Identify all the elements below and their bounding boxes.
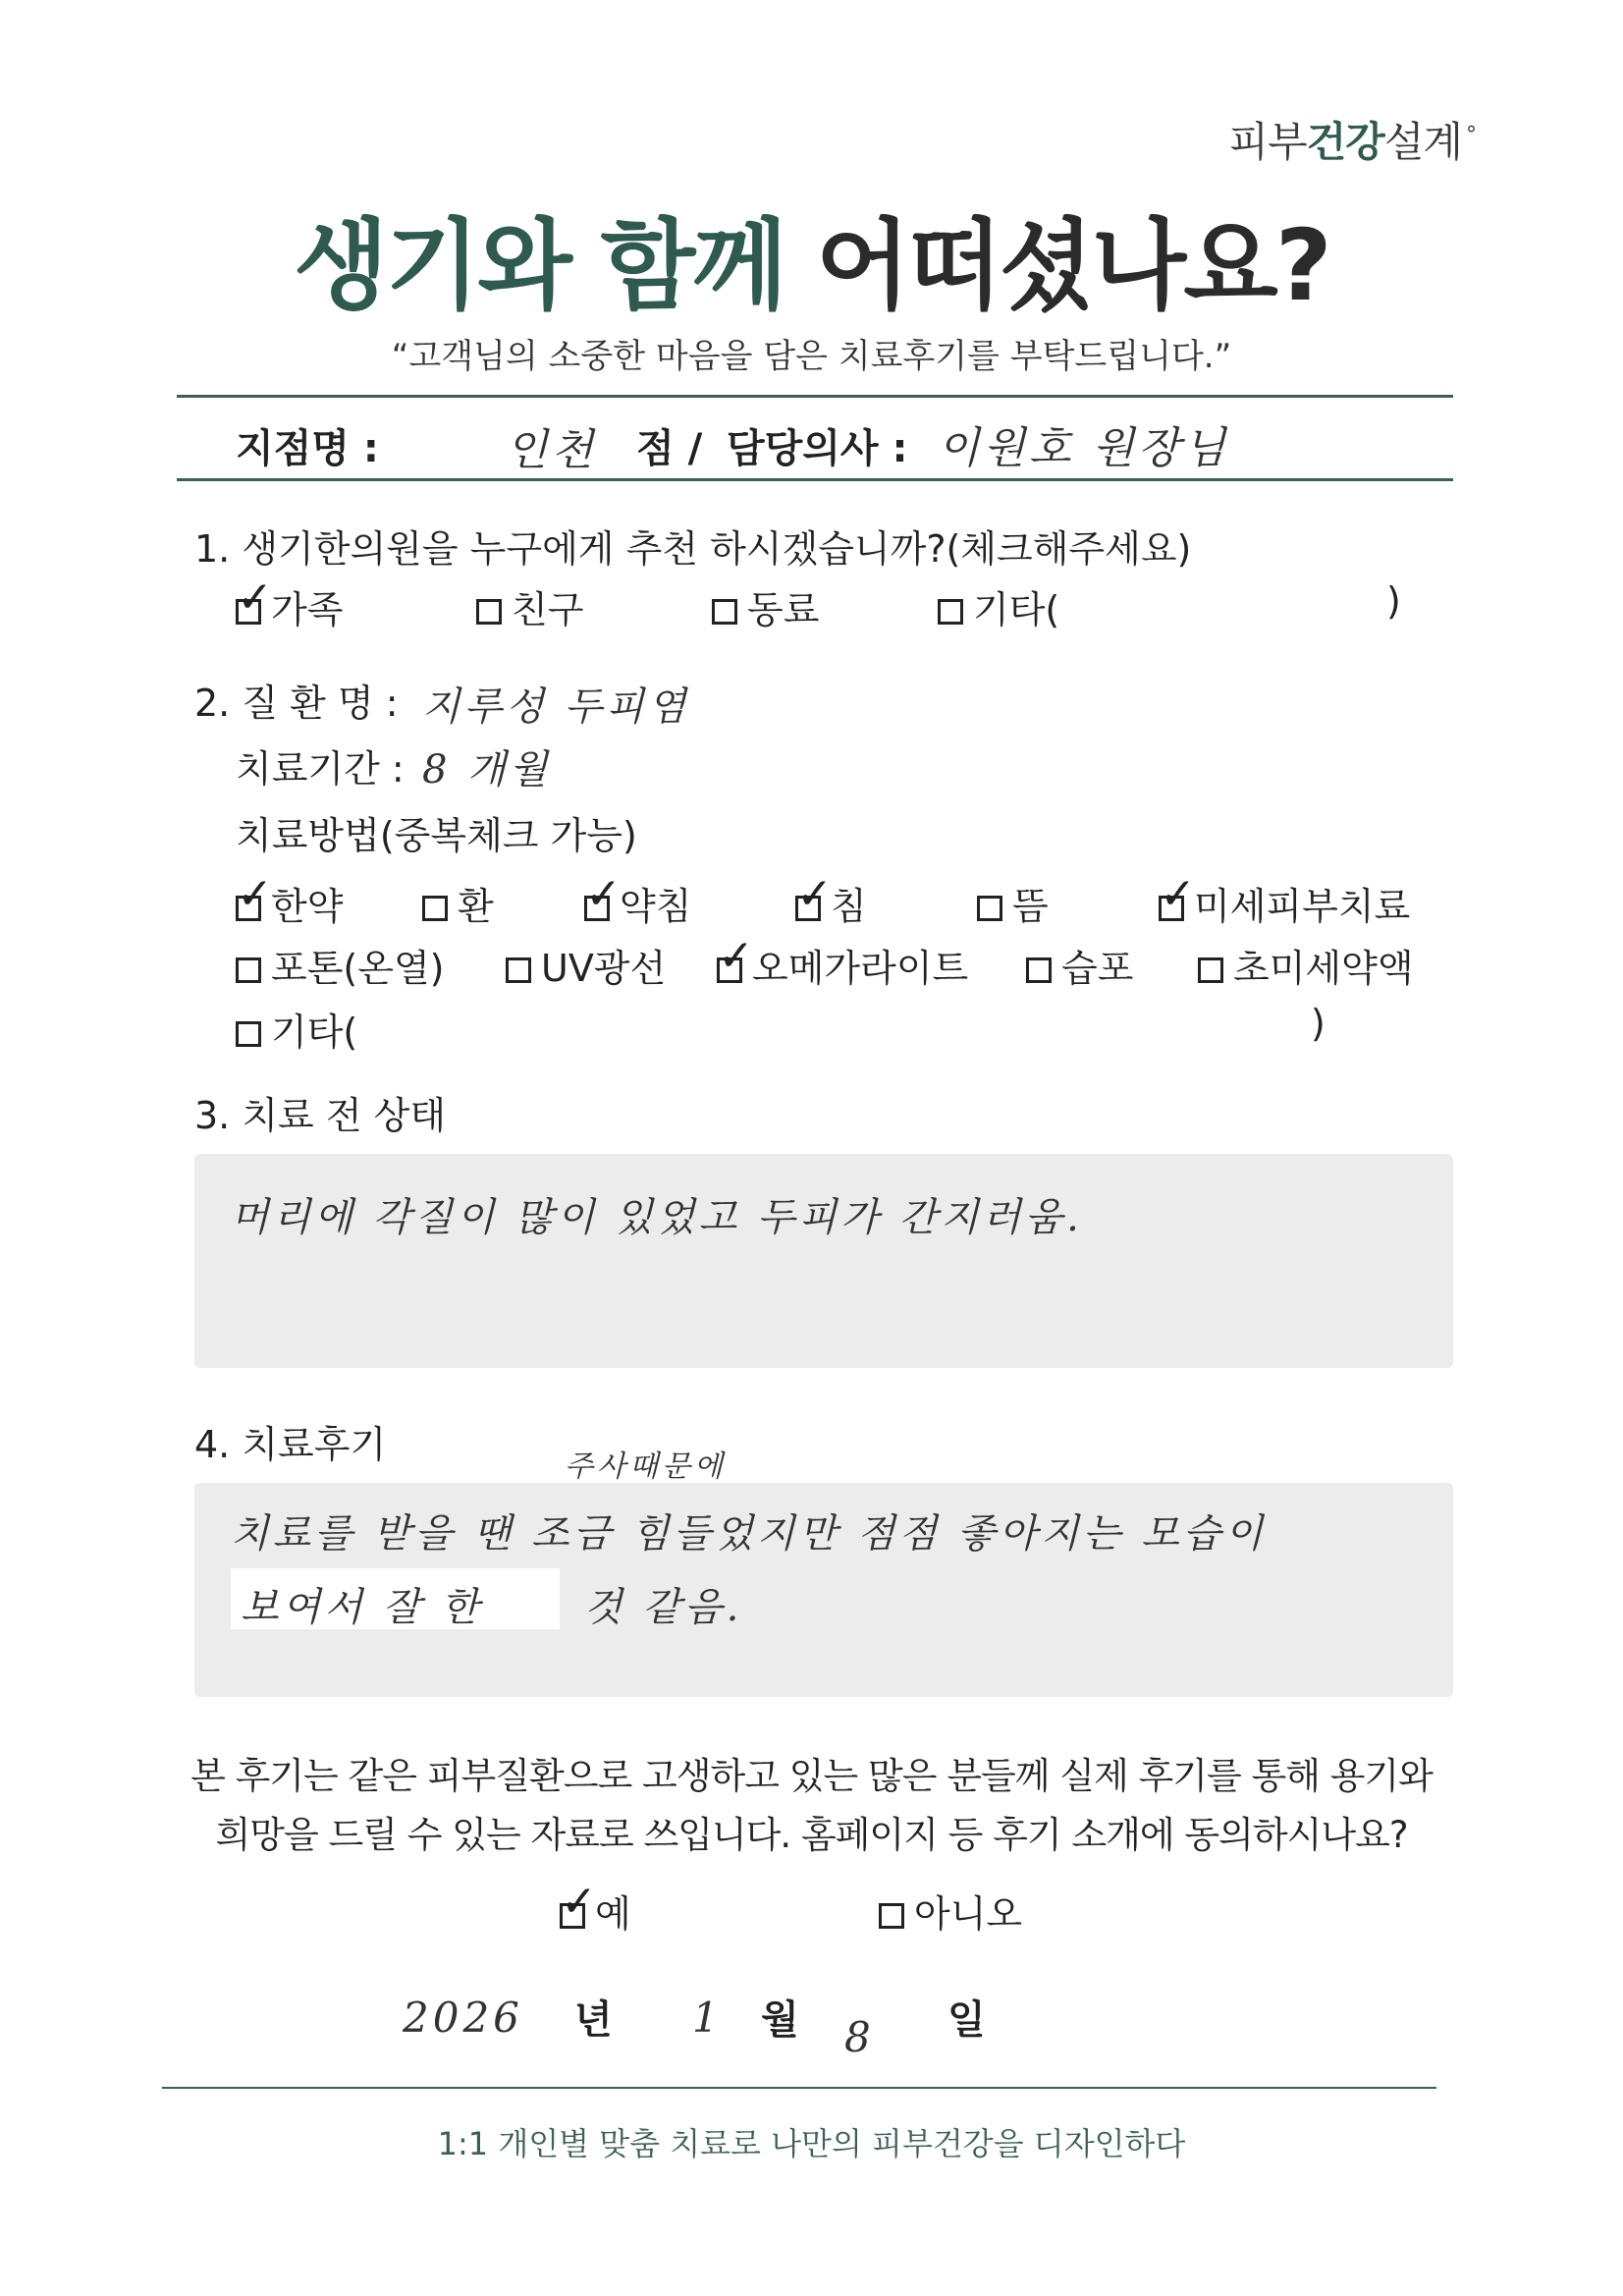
method-herbal[interactable]: ✓ 한약 xyxy=(237,869,344,928)
footer-rule xyxy=(162,2087,1436,2089)
date-month-unit: 월 xyxy=(761,1997,799,2043)
checkbox[interactable] xyxy=(1026,957,1052,983)
checkbox[interactable] xyxy=(879,1903,904,1929)
check-mark-icon: ✓ xyxy=(561,1877,597,1927)
q4-answer-line1: 치료를 받을 땐 조금 힘들었지만 점점 좋아지는 모습이 xyxy=(231,1511,1268,1557)
brand-mark: ° xyxy=(1466,123,1476,147)
method-pharmacopuncture[interactable]: ✓ 약침 xyxy=(585,869,692,928)
check-mark-icon: ✓ xyxy=(237,869,273,919)
checkbox-checked[interactable] xyxy=(1159,869,1196,921)
footer-slogan: 1:1 개인별 맞춤 치료로 나만의 피부건강을 디자인하다 xyxy=(437,2125,1186,2162)
brand-part1: 피부 xyxy=(1228,118,1307,166)
q2-period-label: 치료기간 : xyxy=(236,747,405,791)
brand-logo xyxy=(1229,110,1476,169)
check-mark-icon: ✓ xyxy=(237,573,273,623)
checkbox[interactable] xyxy=(506,957,531,983)
title-dark: 어떠셨나요? xyxy=(815,208,1329,323)
q1-option-friend[interactable]: 친구 xyxy=(476,579,583,633)
page-title xyxy=(0,187,1623,328)
checkbox[interactable] xyxy=(938,599,963,625)
consent-yes[interactable]: ✓ 예 xyxy=(561,1877,631,1936)
checkbox-checked[interactable] xyxy=(584,869,622,921)
q2-disease-label: 2. 질 환 명 : xyxy=(194,682,399,725)
method-photon[interactable]: 포톤(온열) xyxy=(236,938,444,992)
q1-other-close: ) xyxy=(1386,579,1401,623)
method-moxibustion[interactable]: 뜸 xyxy=(977,876,1049,930)
q3-answer: 머리에 각질이 많이 있었고 두피가 간지러움. xyxy=(231,1195,1083,1240)
branch-label: 지점명 : xyxy=(236,426,379,471)
q2-method-label: 치료방법(중복체크 가능) xyxy=(236,814,637,857)
branch-suffix: 점 / xyxy=(636,426,703,471)
brand-part2: 건강 xyxy=(1306,118,1384,166)
checkbox-checked[interactable] xyxy=(717,931,754,983)
method-acupuncture[interactable]: ✓ 침 xyxy=(796,869,867,928)
date-year-value[interactable]: 2026 xyxy=(403,1994,523,2042)
method-compress[interactable]: 습포 xyxy=(1026,938,1133,992)
header-top-rule xyxy=(177,395,1453,398)
checkbox-checked[interactable] xyxy=(236,573,273,625)
checkbox[interactable] xyxy=(236,957,261,983)
method-uv[interactable]: UV광선 xyxy=(506,938,666,992)
method-omega-light[interactable]: ✓ 오메가라이트 xyxy=(718,931,969,990)
doctor-label: 담당의사 : xyxy=(727,426,908,471)
method-other[interactable]: 기타( xyxy=(236,1002,357,1056)
method-pill[interactable]: 환 xyxy=(422,876,494,930)
method-micro-skin[interactable]: ✓ 미세피부치료 xyxy=(1160,869,1411,928)
check-mark-icon: ✓ xyxy=(1160,869,1196,919)
checkbox[interactable] xyxy=(712,599,737,625)
q4-label: 4. 치료후기 xyxy=(194,1423,387,1466)
check-mark-icon: ✓ xyxy=(796,869,833,919)
checkbox[interactable] xyxy=(476,599,502,625)
q1-option-other[interactable]: 기타( xyxy=(938,579,1059,633)
q2-period-value[interactable]: 8 개월 xyxy=(422,747,552,793)
checkbox-checked[interactable] xyxy=(795,869,833,921)
consent-no[interactable]: 아니오 xyxy=(879,1884,1022,1938)
date-day-unit: 일 xyxy=(947,1997,986,2043)
date-month-value[interactable]: 1 xyxy=(692,1994,723,2042)
check-mark-icon: ✓ xyxy=(585,869,622,919)
branch-value: 인천 xyxy=(506,425,598,475)
q1-option-family[interactable]: ✓ 가족 xyxy=(237,573,344,631)
checkbox[interactable] xyxy=(422,896,448,921)
q1-question: 1. 생기한의원을 누구에게 추천 하시겠습니까?(체크해주세요) xyxy=(194,527,1192,571)
method-other-close: ) xyxy=(1311,1002,1325,1045)
consent-notice-line2: 희망을 드릴 수 있는 자료로 쓰입니다. 홈페이지 등 후기 소개에 동의하시나요? xyxy=(215,1814,1408,1856)
date-year-unit: 년 xyxy=(574,1997,613,2043)
header-bottom-rule xyxy=(177,478,1453,481)
consent-notice-line1: 본 후기는 같은 피부질환으로 고생하고 있는 많은 분들께 실제 후기를 통해 용기와 xyxy=(190,1755,1433,1797)
q4-insert-note: 주사때문에 xyxy=(565,1449,727,1484)
q3-label: 3. 치료 전 상태 xyxy=(194,1094,447,1137)
q4-answer-line2a: 보여서 잘 한 xyxy=(241,1585,483,1630)
doctor-value: 이원호 원장님 xyxy=(938,423,1230,473)
check-mark-icon: ✓ xyxy=(718,931,754,981)
checkbox-checked[interactable] xyxy=(560,1877,597,1929)
checkbox-checked[interactable] xyxy=(236,869,273,921)
page-subtitle: “고객님의 소중한 마음을 담은 치료후기를 부탁드립니다.” xyxy=(391,337,1232,376)
q4-answer-line2b: 것 같음. xyxy=(584,1585,743,1630)
q1-option-colleague[interactable]: 동료 xyxy=(712,579,819,633)
q2-disease-value[interactable]: 지루성 두피염 xyxy=(422,684,690,730)
brand-part3: 설계 xyxy=(1383,118,1462,166)
checkbox[interactable] xyxy=(1198,957,1223,983)
date-day-value[interactable]: 8 xyxy=(844,2013,875,2061)
title-green: 생기와 함께 xyxy=(294,208,784,323)
checkbox[interactable] xyxy=(236,1021,261,1047)
method-micro-solution[interactable]: 초미세약액 xyxy=(1198,938,1414,992)
checkbox[interactable] xyxy=(977,896,1002,921)
